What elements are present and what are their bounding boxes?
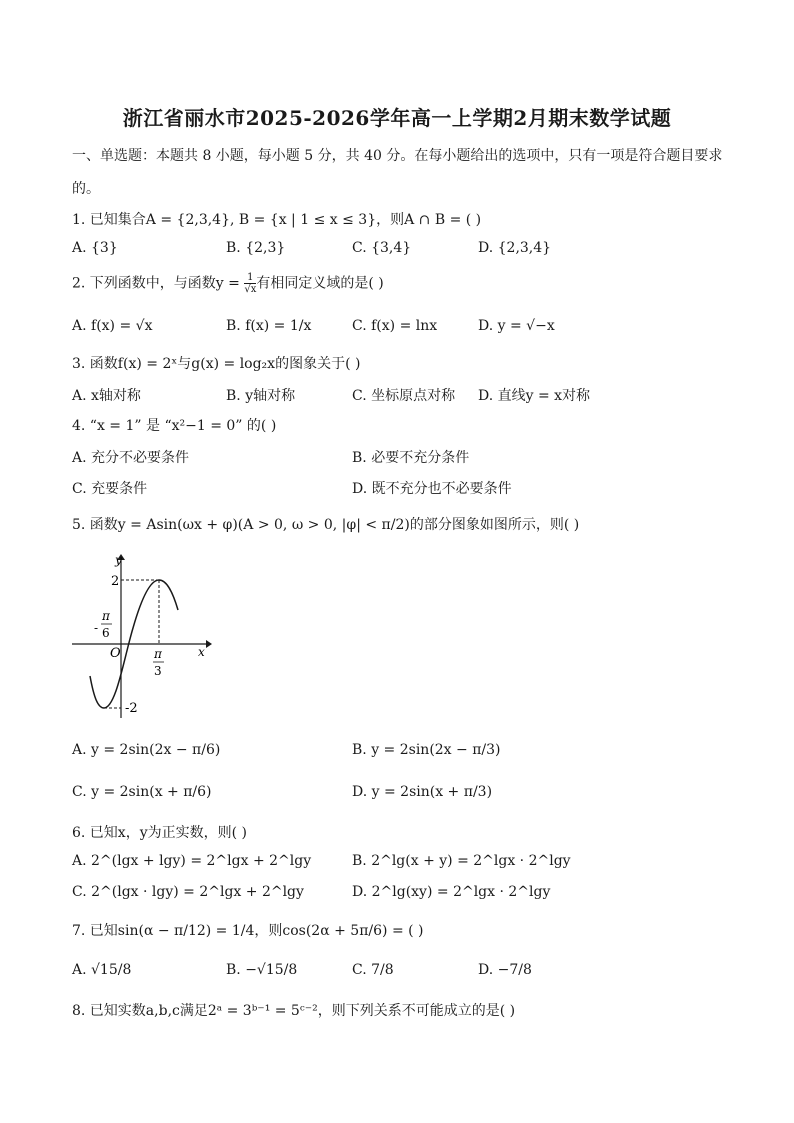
q5-option-c: C. y = 2sin(x + π/6) — [72, 784, 212, 800]
q1-option-b: B. {2,3} — [226, 240, 286, 256]
q7-option-a: A. √15/8 — [72, 962, 132, 978]
q3-option-c: C. 坐标原点对称 — [352, 388, 456, 404]
q5-option-d: D. y = 2sin(x + π/3) — [352, 784, 493, 800]
q6-option-c: C. 2^(lgx · lgy) = 2^lgx + 2^lgy — [72, 884, 304, 900]
q3-option-b: B. y轴对称 — [226, 388, 296, 404]
q2-stem-post: 有相同定义域的是( ) — [256, 275, 384, 292]
question-5-stem: 5. 函数y = Asin(ωx + φ)(A > 0, ω > 0, |φ| < π/2)的部分图象如图所示，则( ) — [72, 517, 580, 533]
question-4-stem: 4. “x = 1” 是 “x²−1 = 0” 的( ) — [72, 418, 277, 434]
q1-option-d: D. {2,3,4} — [478, 240, 552, 256]
q2-option-a: A. f(x) = √x — [72, 318, 153, 334]
q6-option-a: A. 2^(lgx + lgy) = 2^lgx + 2^lgy — [72, 853, 312, 869]
question-3-stem: 3. 函数f(x) = 2ˣ与g(x) = log₂x的图象关于( ) — [72, 356, 361, 372]
q1-option-a: A. {3} — [72, 240, 118, 256]
section-heading-line1: 一、单选题：本题共 8 小题，每小题 5 分，共 40 分。在每小题给出的选项中，只有一项是符合题目要求 — [72, 148, 723, 164]
y-min-label: -2 — [125, 701, 138, 716]
y-max-label: 2 — [111, 574, 120, 589]
q4-option-b: B. 必要不充分条件 — [352, 450, 470, 466]
q2-stem-fraction — [244, 272, 256, 295]
x-right-label-num: π — [154, 647, 162, 661]
x-left-minus: - — [94, 621, 99, 635]
q3-option-d: D. 直线y = x对称 — [478, 388, 591, 404]
y-axis-label: y — [115, 553, 122, 567]
q2-option-b: B. f(x) = 1/x — [226, 318, 312, 334]
q5-option-b: B. y = 2sin(2x − π/3) — [352, 742, 501, 758]
question-7-stem: 7. 已知sin(α − π/12) = 1/4，则cos(2α + 5π/6) = ( ) — [72, 923, 424, 939]
q2-option-c: C. f(x) = lnx — [352, 318, 438, 334]
q7-option-b: B. −√15/8 — [226, 962, 298, 978]
q1-option-c: C. {3,4} — [352, 240, 412, 256]
q6-option-d: D. 2^lg(xy) = 2^lgx · 2^lgy — [352, 884, 551, 900]
origin-label: O — [110, 646, 121, 661]
x-axis-label: x — [198, 645, 205, 659]
x-left-label-num: π — [102, 609, 110, 623]
x-left-label-den: 6 — [102, 626, 110, 640]
q2-stem-pre: 2. 下列函数中，与函数y = — [72, 275, 245, 292]
q7-option-d: D. −7/8 — [478, 962, 532, 978]
q4-option-a: A. 充分不必要条件 — [72, 450, 190, 466]
page-title: 浙江省丽水市2025-2026学年高一上学期2月期末数学试题 — [122, 106, 672, 130]
question-2-stem — [72, 272, 384, 295]
q2-option-d: D. y = √−x — [478, 318, 555, 334]
q4-option-c: C. 充要条件 — [72, 481, 148, 497]
q2-frac-den: √x — [244, 284, 257, 295]
x-axis-arrow — [206, 640, 212, 648]
q3-option-a: A. x轴对称 — [72, 388, 141, 404]
x-right-label-den: 3 — [154, 664, 162, 678]
q7-option-c: C. 7/8 — [352, 962, 394, 978]
q4-option-d: D. 既不充分也不必要条件 — [352, 481, 512, 497]
section-heading-line2: 的。 — [72, 181, 100, 197]
question-1-stem: 1. 已知集合A = {2,3,4}, B = {x | 1 ≤ x ≤ 3}，则A ∩ B = ( ) — [72, 212, 482, 228]
q6-option-b: B. 2^lg(x + y) = 2^lgx · 2^lgy — [352, 853, 571, 869]
question-6-stem: 6. 已知x，y为正实数，则( ) — [72, 825, 247, 841]
question-8-stem: 8. 已知实数a,b,c满足2ᵃ = 3ᵇ⁻¹ = 5ᶜ⁻²，则下列关系不可能成立的是( ) — [72, 1003, 516, 1019]
q2-frac-num: 1 — [244, 272, 256, 284]
q5-option-a: A. y = 2sin(2x − π/6) — [72, 742, 221, 758]
sine-graph-figure — [66, 548, 216, 723]
